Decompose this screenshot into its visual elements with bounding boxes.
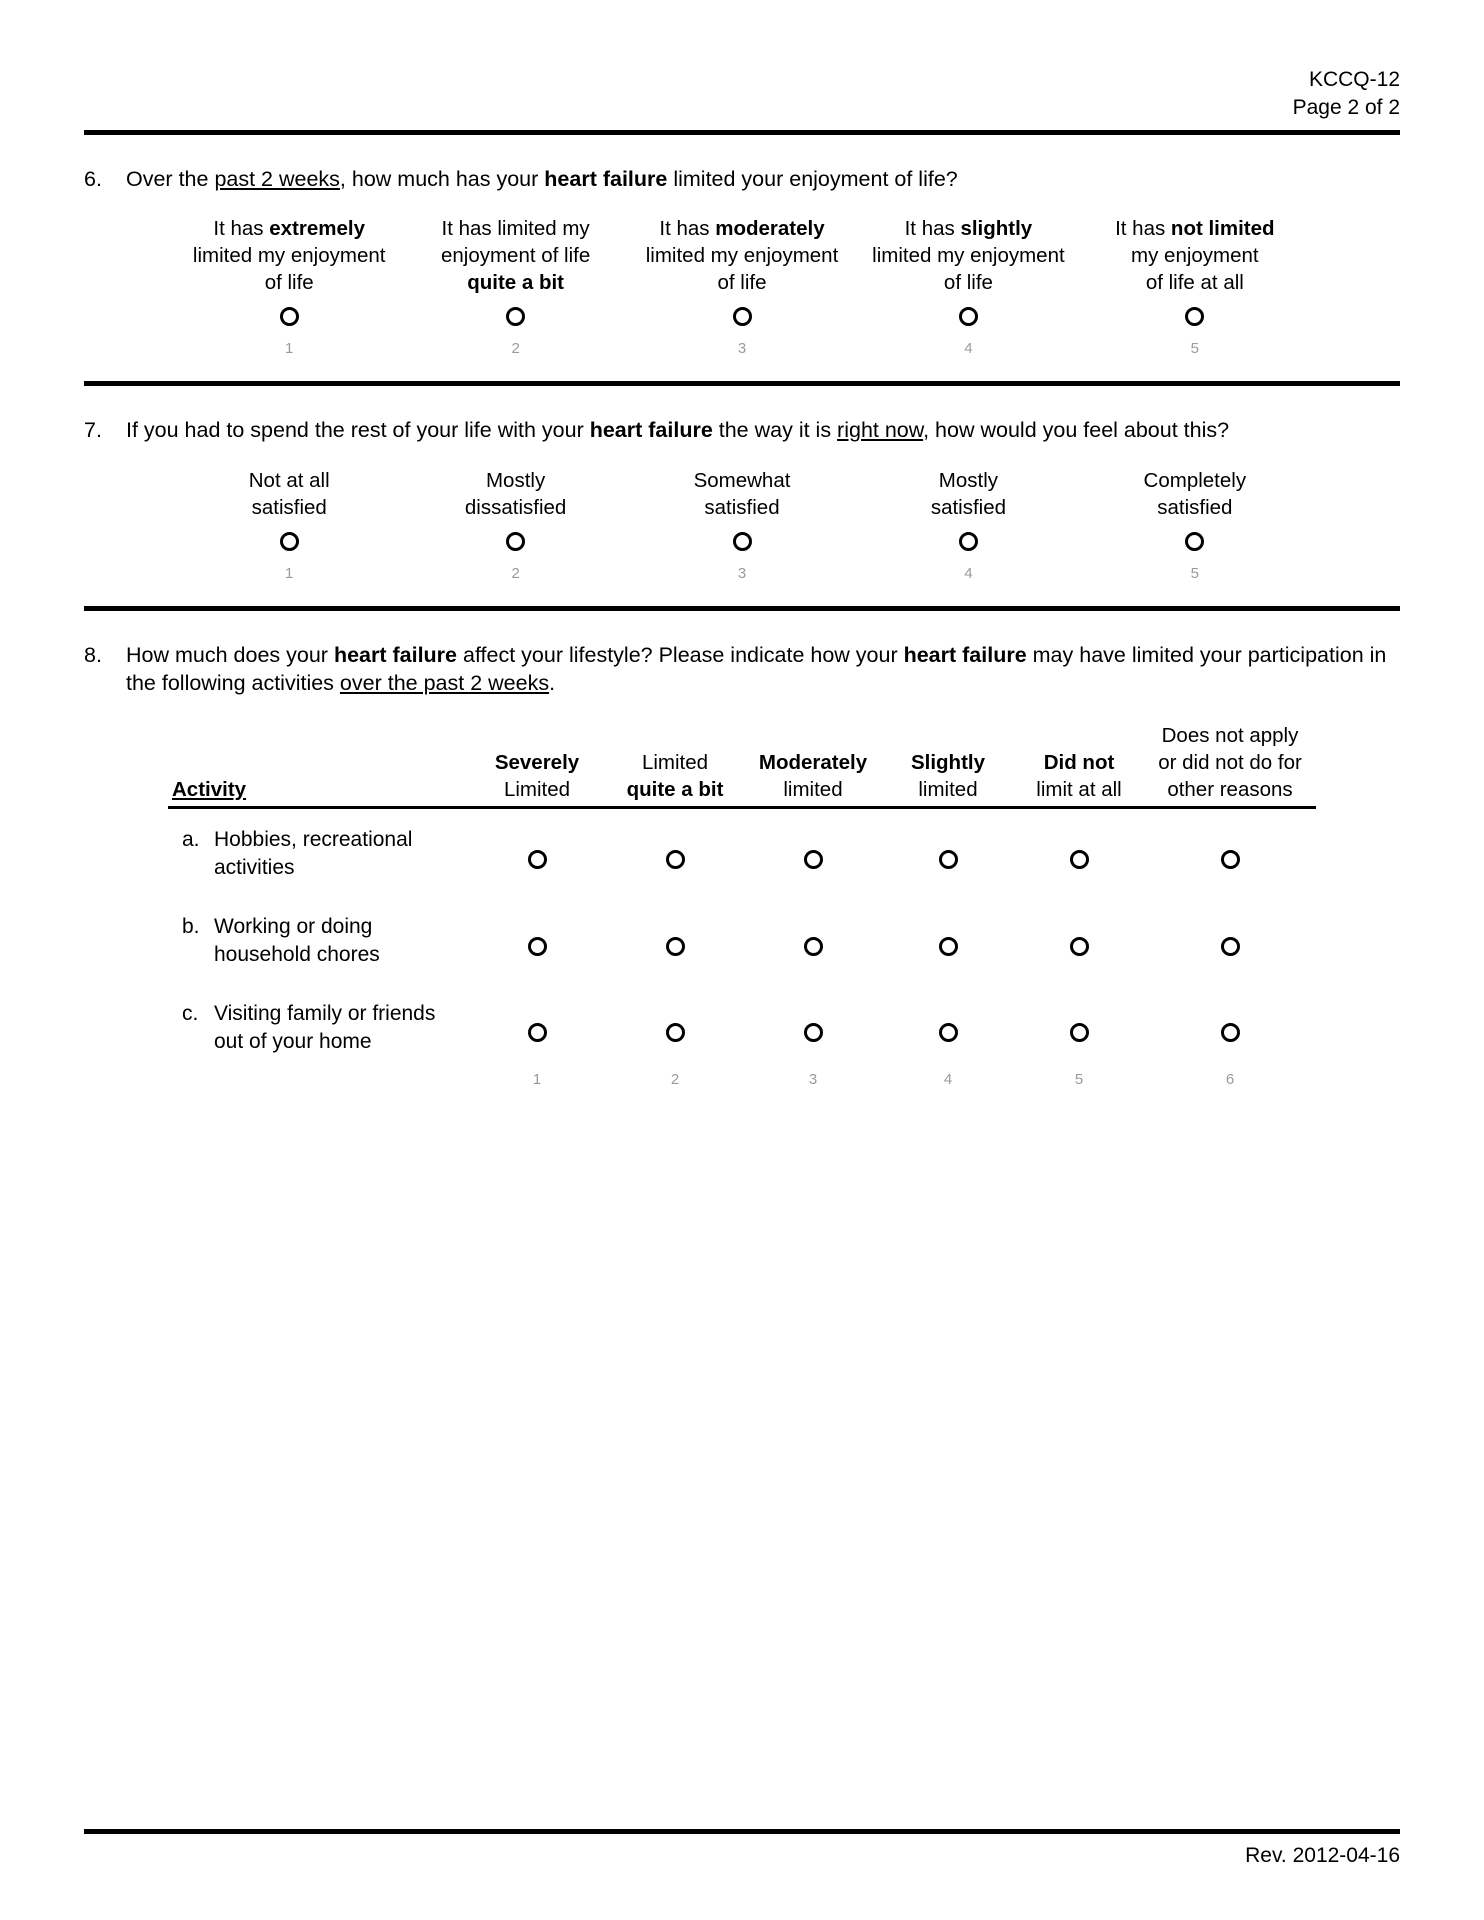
question-7-number: 7. [84,418,102,443]
q8c-option-1[interactable] [468,983,606,1070]
question-7 [84,386,1400,581]
q8b-radio-6[interactable] [1221,937,1240,956]
col6-extra: Does not apply [1161,724,1299,748]
col6-top: or did not do for [1158,750,1302,774]
question-7-text [84,416,1400,444]
q8c-radio-3[interactable] [804,1023,823,1042]
q7-underline-1: right now [837,418,924,443]
q6-option-3-number: 3 [737,340,747,358]
q6-radio-4[interactable] [959,307,978,326]
col1-bottom: Limited [503,777,571,801]
q7-o3-line2: satisfied [704,495,780,519]
q7-option-3-number: 3 [737,564,747,582]
col3-top: Moderately [758,750,868,774]
q7-option-4-number: 4 [964,564,973,582]
q6-o1-line1-pre: It has [213,217,270,241]
q8c-radio-2[interactable] [666,1023,685,1042]
q7-option-2-number: 2 [511,564,520,582]
q6-o3-line3: of life [717,271,767,295]
q6-option-1[interactable] [176,215,402,357]
q7-radio-5[interactable] [1185,532,1204,551]
q7-option-4-label [855,467,1081,522]
question-6-scale [176,215,1308,357]
q6-o3-line2: limited my enjoyment [645,244,839,268]
q8c-option-2[interactable] [606,983,744,1070]
q7-bold-1: heart failure [589,418,713,443]
q8a-radio-3[interactable] [804,850,823,869]
col4-top: Slightly [910,750,986,774]
q7-o5-line1: Completely [1143,468,1247,492]
q8b-option-1[interactable] [468,896,606,983]
q6-radio-5[interactable] [1185,307,1204,326]
q7-part-1: If you had to spend the rest of your life with your [126,418,590,443]
q6-radio-3[interactable] [733,307,752,326]
question-6 [84,135,1400,357]
q7-o5-line2: satisfied [1157,495,1233,519]
column-header-moderately-limited [744,723,882,807]
document-footer [84,1829,1400,1868]
activity-cell-c [168,983,468,1070]
q6-option-1-number: 1 [285,340,294,358]
q8a-option-5[interactable] [1014,808,1144,896]
q6-o2-line3-bold: quite a bit [467,271,565,295]
q6-option-1-label [176,215,402,297]
form-id: KCCQ-12 [1308,68,1400,91]
col4-bottom: limited [918,777,978,801]
scale-number-6: 6 [1225,1070,1235,1088]
table-header-row [168,723,1316,807]
q7-option-2[interactable] [402,467,628,582]
col6-bottom: other reasons [1167,777,1293,801]
q8-part-4: . [549,670,556,695]
q6-o4-line3: of life [943,271,993,295]
q8c-radio-6[interactable] [1221,1023,1240,1042]
q7-option-5[interactable] [1082,467,1308,582]
q7-o3-line1: Somewhat [693,468,791,492]
q7-o2-line2: dissatisfied [464,495,567,519]
q8a-option-2[interactable] [606,808,744,896]
q6-o3-line1-pre: It has [659,217,716,241]
scale-number-3: 3 [808,1070,818,1088]
q6-radio-2[interactable] [506,307,525,326]
q7-option-1-label [176,467,402,522]
col5-bottom: limit at all [1036,777,1122,801]
table-scale-numbers-row [168,1070,1316,1090]
document-header [84,0,1400,122]
q6-option-2-number: 2 [511,340,520,358]
q8b-option-5[interactable] [1014,896,1144,983]
q8a-option-4[interactable] [882,808,1014,896]
q6-option-3-label [629,215,855,297]
q8b-radio-5[interactable] [1070,937,1089,956]
q8-bold-2: heart failure [903,642,1027,667]
q6-o1-line1-bold: extremely [269,217,365,241]
q8b-option-6[interactable] [1144,896,1316,983]
q6-o5-line1-bold: not limited [1170,217,1275,241]
column-header-slightly-limited [882,723,1014,807]
question-7-scale [176,467,1308,582]
q6-o2-line2: enjoyment of life [440,244,591,268]
scale-number-1: 1 [532,1070,542,1088]
q7-o2-line1: Mostly [485,468,546,492]
page-number: Page 2 of 2 [1292,95,1400,119]
q8-part-1: How much does your [126,642,334,667]
q8b-radio-4[interactable] [939,937,958,956]
q7-option-3[interactable] [629,467,855,582]
q7-option-3-label [629,467,855,522]
q7-option-1-number: 1 [285,564,294,582]
q8a-radio-4[interactable] [939,850,958,869]
col2-bottom: quite a bit [626,777,724,801]
q8a-radio-2[interactable] [666,850,685,869]
q7-part-2: the way it is [712,418,838,443]
q8c-option-5[interactable] [1014,983,1144,1070]
activity-c-name: Visiting family or friends out of your home [214,1001,436,1053]
question-8 [84,611,1400,1090]
q6-o5-line1-pre: It has [1115,217,1171,241]
q6-o4-line2: limited my enjoyment [872,244,1065,268]
q8-underline-1: over the past 2 weeks [339,670,550,695]
q8b-option-3[interactable] [744,896,882,983]
q6-option-3[interactable] [629,215,855,357]
q8c-option-6[interactable] [1144,983,1316,1070]
q8c-option-4[interactable] [882,983,1014,1070]
q6-option-5-number: 5 [1190,340,1199,358]
q6-o5-line2: my enjoyment [1131,244,1259,268]
scale-number-5: 5 [1074,1070,1084,1088]
table-row [168,808,1316,896]
col3-bottom: limited [783,777,843,801]
q6-option-2-label [402,215,628,297]
q7-radio-4[interactable] [959,532,978,551]
q8c-radio-4[interactable] [939,1023,958,1042]
q7-o4-line1: Mostly [938,468,999,492]
q7-option-4[interactable] [855,467,1081,582]
q6-bold-1: heart failure [544,166,668,191]
column-header-does-not-apply [1144,723,1316,807]
activity-a-letter: a. [182,828,200,852]
q6-option-4[interactable] [855,215,1081,357]
q6-o3-line1-bold: moderately [715,217,825,241]
column-header-activity [168,723,468,807]
activity-c-letter: c. [182,1001,199,1025]
question-6-prompt [126,165,1400,193]
activity-b-name: Working or doing household chores [214,915,380,967]
question-7-prompt [126,416,1400,444]
q7-o1-line1: Not at all [248,468,330,492]
q6-part-2: , how much has your [339,166,545,191]
q8a-radio-1[interactable] [528,850,547,869]
column-header-severely-limited [468,723,606,807]
q6-part-3: limited your enjoyment of life? [667,166,958,191]
question-8-number: 8. [84,642,102,667]
q7-part-3: , how would you feel about this? [923,418,1230,443]
q6-underline-1: past 2 weeks [214,166,340,191]
q7-radio-1[interactable] [280,532,299,551]
q6-option-2[interactable] [402,215,628,357]
q8c-option-3[interactable] [744,983,882,1070]
revision-label: Rev. 2012-04-16 [1245,1844,1400,1867]
q7-o1-line2: satisfied [251,495,327,519]
q6-option-5-label [1082,215,1308,297]
q8b-option-2[interactable] [606,896,744,983]
question-6-number: 6. [84,166,102,191]
table-row [168,983,1316,1070]
q7-option-2-label [402,467,628,522]
q8b-radio-3[interactable] [804,937,823,956]
column-header-limited-quite-a-bit [606,723,744,807]
q6-option-4-number: 4 [964,340,973,358]
column-header-activity-label: Activity [172,777,247,801]
q6-o5-line3: of life at all [1145,271,1244,295]
q6-option-5[interactable] [1082,215,1308,357]
activity-a-name: Hobbies, recreational activities [214,828,413,880]
q8a-option-3[interactable] [744,808,882,896]
q6-o4-line1-bold: slightly [960,217,1033,241]
q7-option-1[interactable] [176,467,402,582]
q6-o1-line2: limited my enjoyment [192,244,386,268]
col1-top: Severely [494,750,580,774]
activity-cell-b [168,896,468,983]
q8c-radio-1[interactable] [528,1023,547,1042]
question-8-prompt [126,641,1400,698]
question-8-text [84,641,1400,698]
q7-option-5-label [1082,467,1308,522]
q8-bold-1: heart failure [333,642,458,667]
q8c-radio-5[interactable] [1070,1023,1089,1042]
scale-number-2: 2 [670,1070,680,1088]
q8a-option-1[interactable] [468,808,606,896]
question-6-text [84,165,1400,193]
activity-cell-a [168,808,468,896]
q7-o4-line2: satisfied [930,495,1007,519]
q6-radio-1[interactable] [280,307,299,326]
q6-o2-line1: It has limited my [441,217,590,241]
activity-b-letter: b. [182,915,200,939]
scale-number-spacer [168,1070,468,1090]
q6-o1-line3: of life [264,271,314,295]
q8a-radio-5[interactable] [1070,850,1089,869]
q8b-radio-1[interactable] [528,937,547,956]
q7-radio-2[interactable] [506,532,525,551]
table-row [168,896,1316,983]
column-header-did-not-limit [1014,723,1144,807]
q7-radio-3[interactable] [733,532,752,551]
col5-top: Did not [1043,750,1115,774]
q6-o4-line1-pre: It has [904,217,961,241]
q6-option-4-label [855,215,1081,297]
q6-part-1: Over the [126,166,215,191]
q8a-option-6[interactable] [1144,808,1316,896]
scale-number-4: 4 [943,1070,953,1088]
q8b-radio-2[interactable] [666,937,685,956]
q8b-option-4[interactable] [882,896,1014,983]
q7-option-5-number: 5 [1190,564,1199,582]
q8-part-2: affect your lifestyle? Please indicate how your [457,642,904,667]
activity-limitation-table [168,723,1316,1089]
q8-part-3: may have limited your participation in the following activities [126,642,1387,695]
q8a-radio-6[interactable] [1221,850,1240,869]
col2-top: Limited [641,750,709,774]
